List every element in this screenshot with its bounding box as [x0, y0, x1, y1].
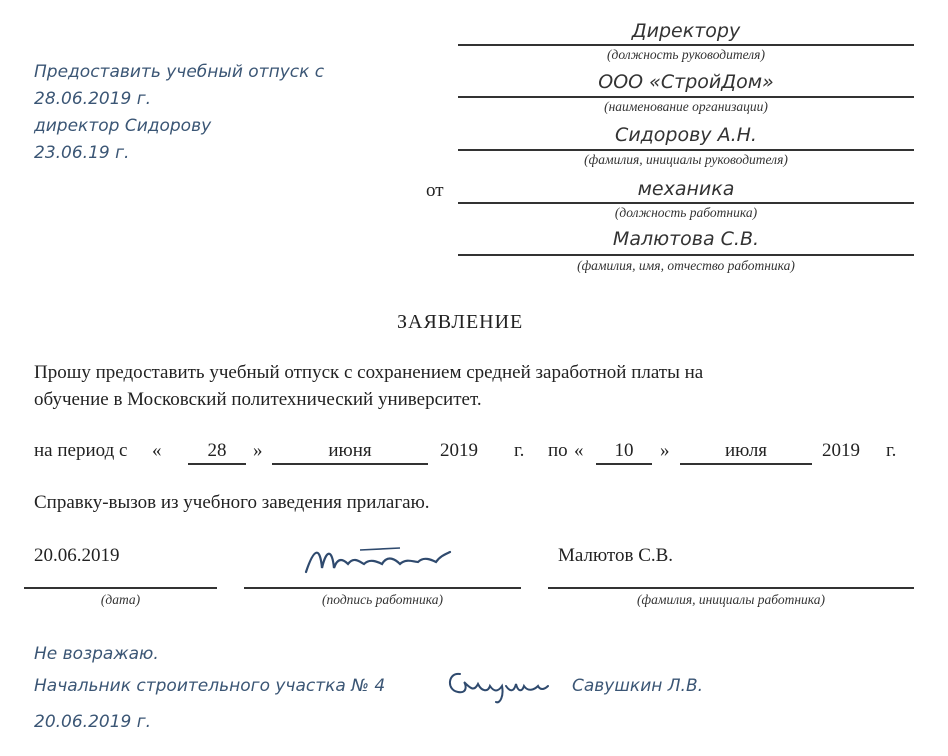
end-month-line [680, 463, 812, 465]
start-quote-close: » [253, 440, 263, 461]
start-month: июня [328, 440, 372, 461]
start-quote-open: « [152, 440, 162, 461]
start-day-line [188, 463, 246, 465]
to-position-caption: (должность руководителя) [607, 47, 765, 62]
from-name: Малютова С.В. [612, 228, 760, 250]
org-name-line [458, 96, 914, 98]
resolution-line1: Предоставить учебный отпуск с [34, 62, 325, 82]
body-line1: Прошу предоставить учебный отпуск с сохранением средней заработной платы на [34, 362, 704, 383]
resolution-line3: директор Сидорову [34, 116, 212, 136]
employee-signature-icon [300, 538, 460, 582]
to-position: Директору [631, 20, 741, 42]
from-label: от [426, 180, 444, 201]
period-label: на период с [34, 440, 128, 461]
approval-line1: Не возражаю. [34, 644, 159, 664]
document-title: ЗАЯВЛЕНИЕ [397, 311, 524, 333]
to-position-line [458, 44, 914, 46]
employee-name-caption: (фамилия, инициалы работника) [637, 592, 825, 607]
resolution-line4: 23.06.19 г. [34, 143, 130, 163]
org-name: ООО «СтройДом» [598, 71, 774, 93]
resolution-line2: 28.06.2019 г. [34, 89, 152, 109]
to-label: по [548, 440, 568, 461]
approval-position: Начальник строительного участка № 4 [34, 676, 386, 696]
signature-line [244, 587, 521, 589]
start-month-line [272, 463, 428, 465]
from-position: механика [637, 178, 735, 200]
to-name: Сидорову А.Н. [615, 124, 757, 146]
end-year: 2019 [822, 440, 860, 461]
from-position-line [458, 202, 914, 204]
end-day: 10 [614, 440, 634, 461]
employee-name-line [548, 587, 914, 589]
start-year: 2019 [440, 440, 478, 461]
start-day: 28 [207, 440, 227, 461]
end-year-suffix: г. [886, 440, 897, 461]
start-year-suffix: г. [514, 440, 525, 461]
from-position-caption: (должность работника) [614, 205, 758, 220]
from-name-line [458, 254, 914, 256]
to-name-line [458, 149, 914, 151]
end-day-line [596, 463, 652, 465]
date-line [24, 587, 217, 589]
end-quote-open: « [574, 440, 584, 461]
date-caption: (дата) [100, 592, 141, 607]
attachment-text: Справку-вызов из учебного заведения прилагаю. [34, 492, 430, 513]
employee-name: Малютов С.В. [558, 545, 674, 566]
from-name-caption: (фамилия, имя, отчество работника) [577, 258, 795, 273]
signature-date: 20.06.2019 [34, 545, 120, 566]
end-quote-close: » [660, 440, 670, 461]
approval-date: 20.06.2019 г. [34, 712, 152, 732]
to-name-caption: (фамилия, инициалы руководителя) [584, 152, 788, 167]
manager-signature-icon [440, 662, 552, 706]
approval-name: Савушкин Л.В. [572, 676, 704, 696]
signature-caption: (подпись работника) [322, 592, 443, 607]
org-caption: (наименование организации) [604, 99, 768, 114]
body-line2: обучение в Московский политехнический университет. [34, 389, 482, 410]
end-month: июля [724, 440, 768, 461]
